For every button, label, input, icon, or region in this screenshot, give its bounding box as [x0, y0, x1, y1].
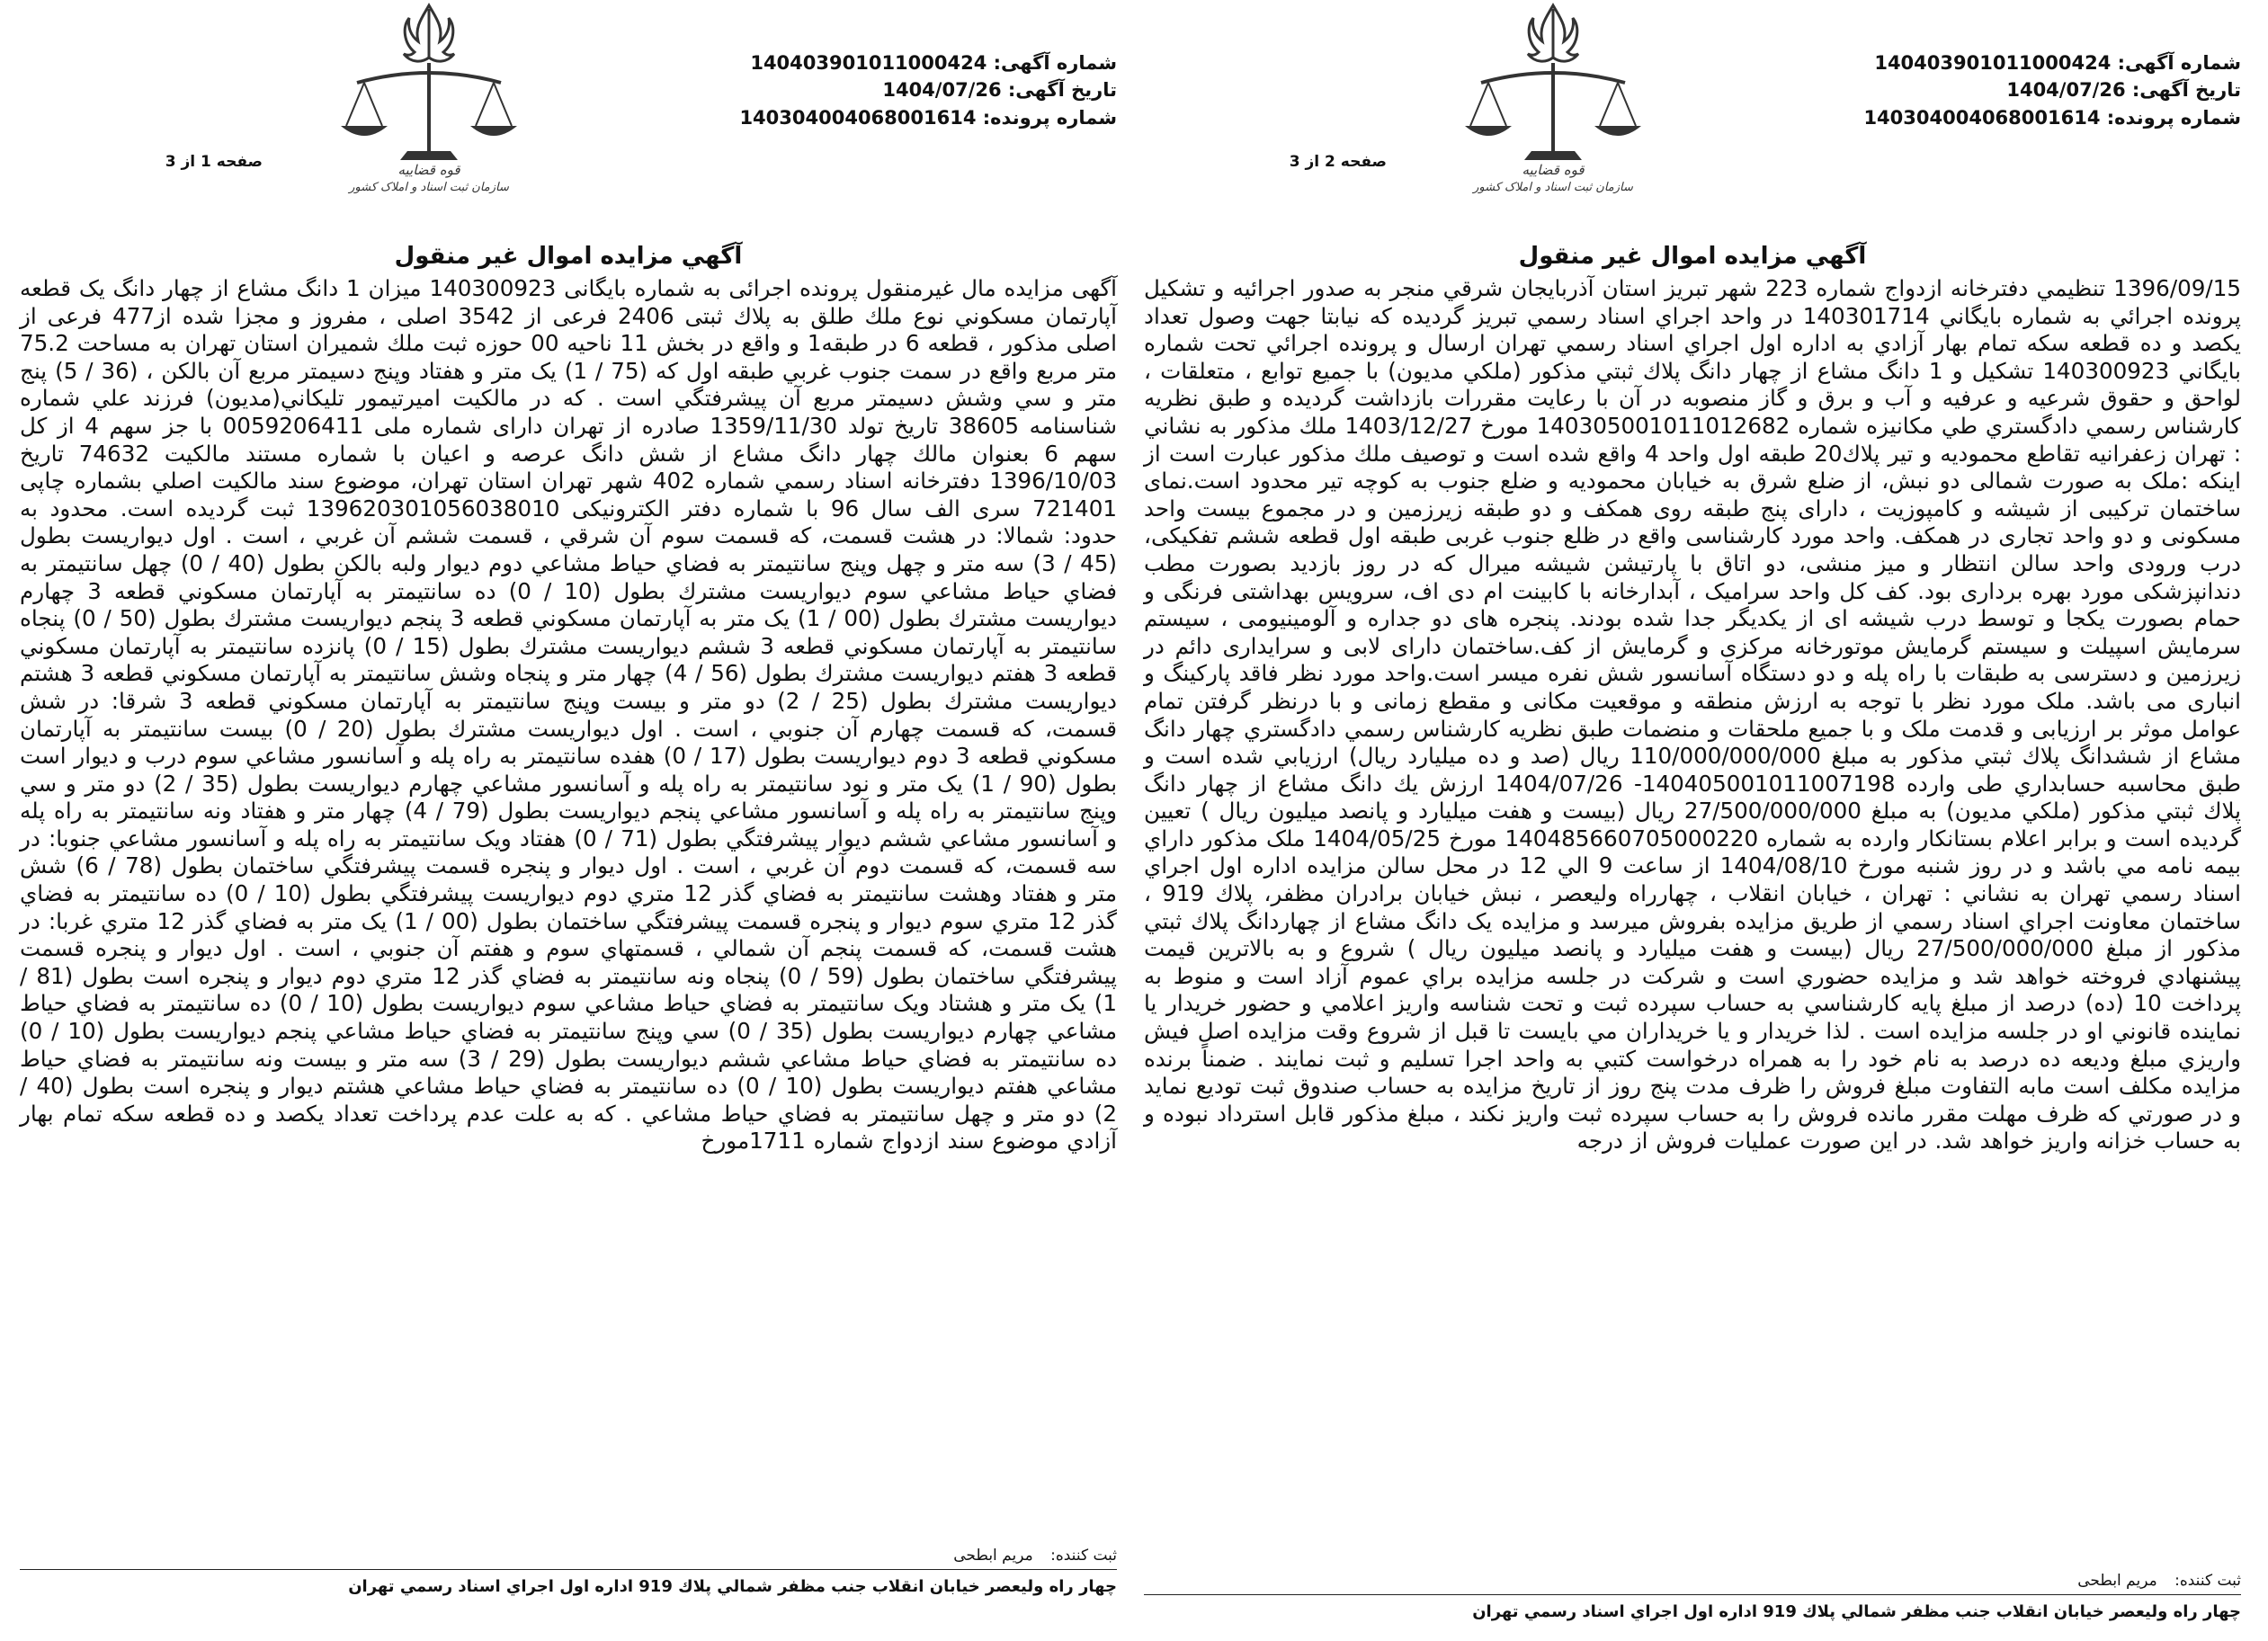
judiciary-emblem-icon: [1445, 0, 1661, 193]
registrar: [953, 1547, 1117, 1565]
ad-date-label: تاریخ آگهی:: [1007, 79, 1117, 102]
ad-date-row: [1845, 76, 2241, 103]
case-number-label: شماره پرونده:: [2106, 106, 2241, 129]
case-number-row: [1845, 104, 2241, 131]
notice-meta: [1845, 49, 2241, 131]
page-number: صفحه 2 از 3: [1289, 153, 1387, 171]
notice-page-2: [1144, 0, 2241, 1641]
ad-number: 140403901011000424: [750, 52, 987, 74]
ad-number: 140403901011000424: [1874, 52, 2112, 74]
ad-number-row: [721, 49, 1117, 76]
ad-number-label: شماره آگهی:: [993, 52, 1117, 74]
notice-body: 1396/09/15 تنظيمي دفترخانه ازدواج شماره 223 شهر تبريز استان آذربايجان شرقي منجر به صدور اجرائيه و تشكيل پرونده اجرائي به شماره بايگاني 140301714 در واحد اجراي اسناد رسمي تبريز گرديده كه نيابتا جهت وصول تعداد يكصد و ده قطعه سكه تمام بهار آزادي به اداره اول اجراي اسناد رسمي تهران ارسال و پرونده اجرائي تحت شماره بايگاني 140300923 تشكيل و 1 دانگ مشاع از چهار دانگ پلاك ثبتي مذكور (ملكي مديون) با جميع توابع ، متعلقات ، لواحق و حقوق شرعيه و عرفيه و آب و برق و گاز منصوبه در آن با رعايت مقررات بازداشت گرديده و طبق نظريه كارشناس رسمي دادگستري طي مكانيزه شماره 140305001011012682 مورخ 1403/12/27 ملك مذكور به نشاني : تهران زعفرانيه تقاطع محموديه و تير پلاك20 طبقه اول واحد 4 واقع شده است و توصيف ملك مذكور عبارت است از اينكه :ملک به صورت شمالی دو نبش، از ضلع شرق به خیابان محمودیه و ضلع جنوب به کوچه تیر محدود است.نمای ساختمان ترکیبی از شیشه و کامپوزیت ، دارای پنج طبقه روی همکف و دو طبقه زیرزمین و در مجموع بیست واحد مسکونی و دو واحد تجاری در همکف. واحد مورد کارشناسی واقع در ظلع جنوب غربی طبقه اول قطعه ششم تفکیکی، درب ورودی واحد سالن انتظار و میز منشی، دو اتاق با پارتیشن شیشه میرال که در روز بازدید بصورت مطب دندانپزشکی مورد بهره برداری بود. کف کل واحد سرامیک ، آبدارخانه با کابینت ام دی اف، سرویس بهداشتی فرنگی و حمام بصورت یکجا و توسط درب شیشه ای از یکدیگر جدا شده بودند. پنجره های دو جداره و آلومینیومی ، سیستم سرمایش اسپیلت و سیستم گرمایش موتورخانه مرکزی و گرمایش از کف.ساختمان دارای لابی و سرایداری دائم در زیرزمین و دسترسی به طبقات با راه پله و دو دستگاه آسانسور شش نفره میسر است.واحد مورد نظر فاقد پارکینگ و انباری می باشد. ملک مورد نظر با توجه به ارزش منطقه و موقعیت مکانی و مقطع زمانی و با درنظر گرفتن تمام عوامل موثر بر ارزیابی و قدمت ملک و با جميع ملحقات و منضمات طبق نظريه كارشناس رسمي دادگستري چهار دانگ مشاع از ششدانگ پلاك ثبتي مذكور به مبلغ 110/000/000/000 ريال (صد و ده ميليارد ريال) ارزيابي شده است و طبق محاسبه حسابداري طی وارده 140405001011007198- 1404/07/26 ارزش يك دانگ مشاع از چهار دانگ پلاك ثبتي مذكور (ملكي مديون) به مبلغ 27/500/000/000 ريال (بيست و هفت ميليارد و پانصد ميليون ريال ) تعيين گرديده است و برابر اعلام بستانكار وارده به شماره 140485660705000220 مورخ 1404/05/25 ملک مذكور داراي بيمه نامه مي باشد و در روز شنبه مورخ 1404/08/10 از ساعت 9 الي 12 در محل سالن مزايده اداره اول اجراي اسناد رسمي تهران به نشاني : تهران ، خيابان انقلاب ، چهارراه وليعصر ، نبش خيابان برادران مظفر، پلاك 919 ، ساختمان معاونت اجراي اسناد رسمي از طريق مزايده بفروش ميرسد و مزايده يک دانگ مشاع از چهاردانگ پلاك ثبتي مذكور از مبلغ 27/500/000/000 ريال (بيست و هفت ميليارد و پانصد ميليون ريال ) شروع و به بالاترين قيمت پيشنهادي فروخته خواهد شد و مزايده حضوري است و شركت در جلسه مزايده براي عموم آزاد است و منوط به پرداخت 10 (ده) درصد از مبلغ پايه كارشناسي به حساب سپرده ثبت و تحت شناسه واريز اعلامي و حضور خريدار يا نماينده قانوني او در جلسه مزايده است . لذا خريدار و يا خريداران مي بايست تا قبل از شروع وقت مزايده اصل فيش واريزي مبلغ ودیعه ده درصد به نام خود را به همراه درخواست كتبي به واحد اجرا تسليم و ثبت نمايند . ضمناً برنده مزايده مكلف است مابه التفاوت مبلغ فروش را ظرف مدت پنج روز از تاريخ مزايده به حساب صندوق ثبت توديع نمايد و در صورتي كه ظرف مهلت مقرر مانده فروش را به حساب سپرده ثبت واريز نكند ، مبلغ مذكور قابل استرداد نبوده و به حساب خزانه واريز خواهد شد. در اين صورت عمليات فروش از درجه: [1144, 275, 2242, 1155]
emblem-dept-text: سازمان ثبت اسناد و املاک کشور: [1473, 181, 1633, 193]
notice-body: آگهی مزايده مال غيرمنقول پرونده اجرائی به شماره بايگانی 140300923 ميزان 1 دانگ مشاع از چهار دانگ يک قطعه آپارتمان مسكوني نوع ملك طلق به پلاك ثبتی 2406 فرعی از 3542 اصلی ، مفروز و مجزا شده از477 فرعی از اصلی مذکور ، قطعه 6 در طبقه1 و واقع در بخش 11 ناحيه 00 حوزه ثبت ملك شميران استان تهران به مساحت 75.2 متر مربع واقع در سمت جنوب غربي طبقه اول كه (75 / 1) يک متر و هفتاد وپنج دسيمتر مربع آن بالكن ، (36 / 5) پنج متر و سي وشش دسيمتر مربع آن پيشرفتگي است . كه در مالكيت اميرتيمور تليكاني(مديون) فرزند علي شماره شناسنامه 38605 تاريخ تولد 1359/11/30 صادره از تهران دارای شماره ملی 0059206411 با جز سهم 4 از كل سهم 6 بعنوان مالك چهار دانگ مشاع از شش دانگ عرصه و اعيان با شماره مستند مالكيت 74632 تاريخ 1396/10/03 دفترخانه اسناد رسمي شماره 402 شهر تهران استان تهران، موضوع سند مالكيت اصلي بشماره چاپی 721401 سری الف سال 96 با شماره دفتر الكترونيكی 139620301056038010 ثبت گرديده است. محدود به حدود: شمالا: در هشت قسمت، كه قسمت سوم آن شرقي ، قسمت ششم آن غربي ، است . اول ديواريست بطول (45 / 3) سه متر و چهل وپنج سانتيمتر به فضاي حياط مشاعي دوم ديوار ولبه بالكن بطول (40 / 0) چهل سانتيمتر به فضاي حياط مشاعي سوم ديواريست مشترك بطول (10 / 0) ده سانتيمتر به آپارتمان مسكوني قطعه 3 چهارم ديواريست مشترك بطول (00 / 1) يک متر به آپارتمان مسكوني قطعه 3 پنجم ديواريست مشترك بطول (50 / 0) پنجاه سانتيمتر به آپارتمان مسكوني قطعه 3 ششم ديواريست مشترك بطول (15 / 0) پانزده سانتيمتر به آپارتمان مسكوني قطعه 3 هفتم ديواريست مشترك بطول (56 / 4) چهار متر و پنجاه وشش سانتيمتر به آپارتمان مسكوني قطعه 3 هشتم ديواريست مشترك بطول (25 / 2) دو متر و بيست وپنج سانتيمتر به آپارتمان مسكوني قطعه 3 شرقا: در شش قسمت، كه قسمت چهارم آن جنوبي ، است . اول ديواريست مشترك بطول (20 / 0) بيست سانتيمتر به آپارتمان مسكوني قطعه 3 دوم ديواريست بطول (17 / 0) هفده سانتيمتر به راه پله و آسانسور مشاعي سوم درب و ديوار است بطول (90 / 1) يک متر و نود سانتيمتر به راه پله و آسانسور مشاعي چهارم ديواريست بطول (35 / 2) دو متر و سي وپنج سانتيمتر به راه پله و آسانسور مشاعي پنجم ديواريست بطول (79 / 4) چهار متر و هفتاد ونه سانتيمتر به راه پله و آسانسور مشاعي ششم ديوار پيشرفتگي بطول (71 / 0) هفتاد ويک سانتيمتر به راه پله و آسانسور مشاعي جنوبا: در سه قسمت، كه قسمت دوم آن غربي ، است . اول ديوار و پنجره قسمت پيشرفتگي ساختمان بطول (78 / 6) شش متر و هفتاد وهشت سانتيمتر به فضاي گذر 12 متري دوم ديواريست پيشرفتگي بطول (10 / 0) ده سانتيمتر به فضاي گذر 12 متري سوم ديوار و پنجره قسمت پيشرفتگي ساختمان بطول (00 / 1) يک متر به فضاي گذر 12 متري غربا: در هشت قسمت، كه قسمت پنجم آن شمالي ، قسمتهاي سوم و هفتم آن جنوبي ، است . اول ديوار و پنجره قسمت پيشرفتگي ساختمان بطول (59 / 0) پنجاه ونه سانتيمتر به فضاي گذر 12 متري دوم ديوار و پنجره است بطول (81 / 1) يک متر و هشتاد ويک سانتيمتر به فضاي حياط مشاعي سوم ديواريست بطول (10 / 0) ده سانتيمتر به فضاي حياط مشاعي چهارم ديواريست بطول (35 / 0) سي وپنج سانتيمتر به فضاي حياط مشاعي پنجم ديواريست بطول (10 / 0) ده سانتيمتر به فضاي حياط مشاعي ششم ديواريست بطول (29 / 3) سه متر و بيست ونه سانتيمتر به فضاي حياط مشاعي هفتم ديواريست بطول (10 / 0) ده سانتيمتر به فضاي حياط مشاعي هشتم ديوار و پنجره است بطول (40 / 2) دو متر و چهل سانتيمتر به فضاي حياط مشاعي . كه به علت عدم پرداخت تعداد يكصد و ده قطعه سكه تمام بهار آزادي موضوع سند ازدواج شماره 1711مورخ: [20, 275, 1118, 1155]
page-number: صفحه 1 از 3: [165, 153, 263, 171]
case-number-row: [721, 104, 1117, 131]
emblem-org-text: قوه قضاییه: [1522, 162, 1585, 178]
emblem-org-text: قوه قضاییه: [397, 162, 460, 178]
ad-date: 1404/07/26: [882, 79, 1002, 102]
registrar: [2077, 1572, 2241, 1590]
notice-title: آگهي مزايده اموال غير منقول: [394, 243, 743, 270]
registrar-name: مریم ابطحی: [2077, 1572, 2157, 1590]
notice-meta: [721, 49, 1117, 131]
registrar-name: مریم ابطحی: [953, 1547, 1033, 1565]
judiciary-emblem: [1445, 0, 1661, 193]
judiciary-emblem-icon: [321, 0, 537, 193]
emblem-dept-text: سازمان ثبت اسناد و املاک کشور: [349, 181, 509, 193]
notice-title: آگهي مزايده اموال غير منقول: [1518, 243, 1867, 270]
registrar-label: ثبت کننده:: [1050, 1547, 1117, 1565]
notice-page-1: [20, 0, 1117, 1641]
ad-date-label: تاریخ آگهی:: [2131, 79, 2241, 102]
ad-number-row: [1845, 49, 2241, 76]
ad-date-row: [721, 76, 1117, 103]
case-number: 140304004068001614: [739, 106, 977, 129]
ad-date: 1404/07/26: [2006, 79, 2126, 102]
ad-number-label: شماره آگهی:: [2117, 52, 2241, 74]
footer-divider: [1144, 1594, 2241, 1595]
registrar-label: ثبت کننده:: [2174, 1572, 2241, 1590]
judiciary-emblem: [321, 0, 537, 193]
office-address: چهار راه وليعصر خيابان انقلاب جنب مظفر شمالي پلاك 919 اداره اول اجراي اسناد رسمي تهران: [348, 1577, 1117, 1596]
case-number: 140304004068001614: [1863, 106, 2101, 129]
office-address: چهار راه وليعصر خيابان انقلاب جنب مظفر شمالي پلاك 919 اداره اول اجراي اسناد رسمي تهران: [1472, 1602, 2241, 1621]
footer-divider: [20, 1569, 1117, 1570]
case-number-label: شماره پرونده:: [982, 106, 1117, 129]
